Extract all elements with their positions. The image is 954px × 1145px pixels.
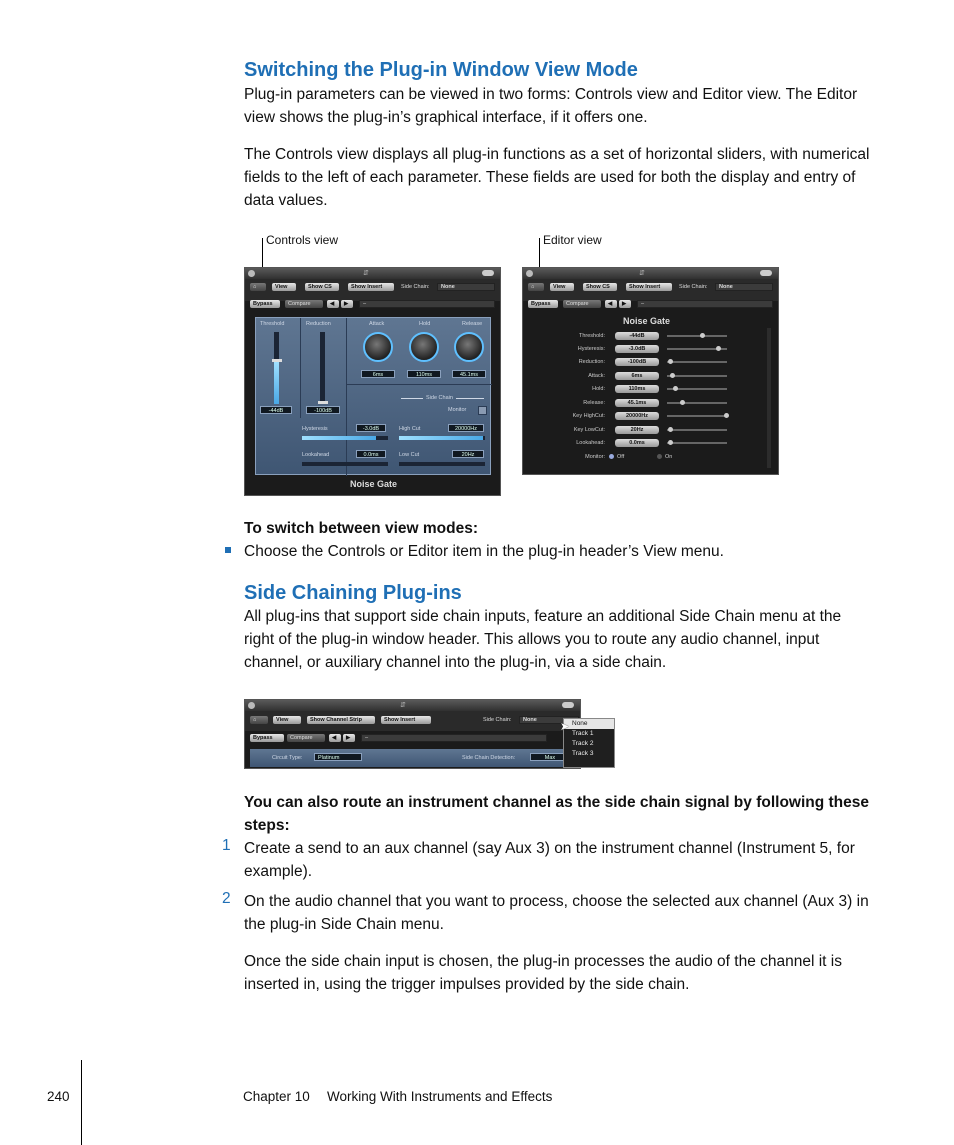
param-slider[interactable] (667, 361, 727, 363)
preset-select[interactable]: – (359, 300, 495, 308)
side-chain-detection-select[interactable]: Max (530, 753, 570, 761)
param-slider-handle[interactable] (668, 359, 673, 364)
param-slider-handle[interactable] (716, 346, 721, 351)
view-menu[interactable]: View (550, 283, 574, 291)
reduction-value[interactable]: -100dB (306, 406, 340, 414)
plugin-window-controls (522, 267, 779, 475)
chapter-title: Working With Instruments and Effects (327, 1089, 553, 1104)
next-preset-button[interactable]: ▶ (343, 734, 355, 742)
param-value-field[interactable]: 45.1ms (615, 399, 659, 407)
link-icon[interactable]: ⇵ (400, 702, 406, 709)
param-slider-handle[interactable] (673, 386, 678, 391)
param-value-field[interactable]: 20000Hz (615, 412, 659, 420)
callout-line-left (262, 238, 263, 270)
bullet-marker (225, 547, 231, 553)
side-chain-label: Side Chain: (483, 717, 512, 723)
low-cut-slider-track[interactable] (399, 462, 485, 466)
instructions-heading: To switch between view modes: (244, 520, 478, 537)
show-insert-menu[interactable]: Show Insert (381, 716, 431, 724)
hold-value[interactable]: 110ms (407, 370, 441, 378)
page-number: 240 (47, 1089, 70, 1104)
attack-value[interactable]: 6ms (361, 370, 395, 378)
title-bar (245, 268, 500, 279)
compare-button[interactable]: Compare (285, 300, 323, 308)
attack-label: Attack (369, 321, 385, 327)
menu-item-track-3[interactable]: Track 3 (572, 750, 594, 757)
link-button[interactable]: ⌂ (250, 283, 266, 291)
side-chain-label: Side Chain: (679, 284, 708, 290)
preset-bar (245, 297, 501, 311)
menu-item-track-2[interactable]: Track 2 (572, 740, 594, 747)
param-slider-handle[interactable] (670, 373, 675, 378)
param-slider-handle[interactable] (700, 333, 705, 338)
param-slider[interactable] (667, 415, 727, 417)
param-value-field[interactable]: -44dB (615, 332, 659, 340)
side-chain-section-label: Side Chain (426, 395, 453, 401)
param-label: Reduction: (578, 359, 605, 365)
step-text: On the audio channel that you want to process, choose the selected aux channel (Aux 3) in the plug-in Side Chain menu. (244, 893, 869, 933)
bypass-button[interactable]: Bypass (528, 300, 558, 308)
plugin-window-sidechain (244, 699, 581, 769)
threshold-fader-handle[interactable] (272, 359, 282, 362)
view-menu[interactable]: View (272, 283, 296, 291)
reduction-fader-track[interactable] (320, 332, 325, 404)
hold-knob[interactable] (409, 332, 439, 362)
monitor-label: Monitor (448, 407, 467, 413)
hysteresis-label: Hysteresis (302, 426, 328, 432)
param-slider[interactable] (667, 335, 727, 337)
chapter-number: Chapter 10 (243, 1089, 310, 1104)
callout-line-right (539, 238, 540, 270)
param-slider[interactable] (667, 429, 727, 431)
step-text: Create a send to an aux channel (say Aux 3) on the instrument channel (Instrument 5, for example). (244, 840, 855, 880)
scrollbar[interactable] (767, 328, 771, 468)
threshold-fader-fill (274, 362, 279, 404)
preset-select[interactable]: – (361, 734, 547, 742)
threshold-label: Threshold (260, 321, 285, 327)
lookahead-slider-track[interactable] (302, 462, 388, 466)
param-label: Attack: (588, 373, 605, 379)
link-button[interactable]: ⌂ (250, 716, 268, 724)
reduction-fader-handle[interactable] (318, 401, 328, 404)
bypass-button[interactable]: Bypass (250, 734, 284, 742)
next-preset-button[interactable]: ▶ (341, 300, 353, 308)
show-channel-strip-menu[interactable]: Show Channel Strip (307, 716, 375, 724)
preset-select[interactable]: – (637, 300, 773, 308)
param-slider[interactable] (667, 402, 727, 404)
param-slider-handle[interactable] (680, 400, 685, 405)
section-title-view-mode: Switching the Plug-in Window View Mode (244, 59, 638, 81)
param-slider-handle[interactable] (668, 440, 673, 445)
param-label: Lookahead: (576, 440, 605, 446)
release-label: Release (462, 321, 483, 327)
side-chain-rule-right (456, 398, 484, 399)
step-number: 1 (222, 837, 231, 854)
compare-button[interactable]: Compare (563, 300, 601, 308)
circuit-type-select[interactable]: Platinum (314, 753, 362, 761)
close-icon[interactable] (526, 270, 533, 277)
close-icon[interactable] (248, 702, 255, 709)
menu-item-track-1[interactable]: Track 1 (572, 730, 594, 737)
paragraph-view-forms: Plug-in parameters can be viewed in two forms: Controls view and Editor view. The Editor view shows the plug-in’s graphical interface, if it offers one. (244, 86, 858, 126)
attack-knob[interactable] (363, 332, 393, 362)
preset-bar (523, 297, 779, 311)
release-value[interactable]: 45.1ms (452, 370, 486, 378)
reduction-label: Reduction (306, 321, 331, 327)
param-value-field[interactable]: 0.0ms (615, 439, 659, 447)
noise-gate-panel (255, 317, 491, 475)
resize-toggle-icon[interactable] (562, 702, 574, 708)
bullet-text: Choose the Controls or Editor item in the plug-in header’s View menu. (244, 543, 724, 560)
closing-paragraph: Once the side chain input is chosen, the plug-in processes the audio of the channel it is inserted in, using the trigger impulses provided by the side chain. (244, 953, 842, 993)
compressor-panel (250, 749, 575, 767)
paragraph-side-chaining: All plug-ins that support side chain inputs, feature an additional Side Chain menu at the right of the plug-in window header. This allows you to route any audio channel, input channel, or auxiliary channel into the plug-in, via a side chain. (244, 608, 842, 671)
param-label: Hold: (592, 386, 605, 392)
high-cut-value[interactable]: 20000Hz (448, 424, 484, 432)
callout-controls-view: Controls view (266, 233, 339, 247)
compare-button[interactable]: Compare (287, 734, 325, 742)
plugin-name: Noise Gate (623, 316, 671, 326)
link-button[interactable]: ⌂ (528, 283, 544, 291)
view-menu[interactable]: View (273, 716, 301, 724)
bypass-button[interactable]: Bypass (250, 300, 280, 308)
side-chain-select[interactable]: None (437, 283, 495, 291)
hysteresis-slider-fill (302, 436, 376, 440)
section-title-side-chaining: Side Chaining Plug-ins (244, 582, 462, 604)
param-slider[interactable] (667, 375, 727, 377)
param-slider[interactable] (667, 442, 727, 444)
monitor-on-radio[interactable] (657, 454, 662, 459)
side-chain-select[interactable]: None (715, 283, 773, 291)
close-icon[interactable] (248, 270, 255, 277)
prev-preset-button[interactable]: ◀ (605, 300, 617, 308)
param-label: Release: (583, 400, 605, 406)
param-slider-handle[interactable] (724, 413, 729, 418)
column-divider (300, 318, 301, 418)
show-insert-menu[interactable]: Show Insert (348, 283, 394, 291)
circuit-type-label: Circuit Type: (272, 755, 303, 761)
steps-heading: You can also route an instrument channel as the side chain signal by following these steps: (244, 794, 870, 834)
plugin-window-editor (244, 267, 501, 496)
param-value-field[interactable]: -3.0dB (615, 345, 659, 353)
link-icon[interactable]: ⇵ (639, 270, 645, 277)
title-bar (523, 268, 778, 279)
param-value-field[interactable]: 20Hz (615, 426, 659, 434)
side-chain-detection-label: Side Chain Detection: (462, 755, 516, 761)
show-cs-menu[interactable]: Show CS (305, 283, 339, 291)
prev-preset-button[interactable]: ◀ (327, 300, 339, 308)
low-cut-label: Low Cut (399, 452, 420, 458)
resize-toggle-icon[interactable] (760, 270, 772, 276)
lookahead-label: Lookahead (302, 452, 330, 458)
preset-bar (245, 731, 581, 745)
mouse-pointer-icon: ➤ (560, 721, 570, 733)
param-label: Key LowCut: (573, 427, 605, 433)
prev-preset-button[interactable]: ◀ (329, 734, 341, 742)
release-knob[interactable] (454, 332, 484, 362)
plugin-header (245, 711, 581, 731)
paragraph-controls-view: The Controls view displays all plug-in functions as a set of horizontal sliders, with numerical fields to the left of each parameter. These fields are used for both the display and entry of data values. (244, 146, 870, 209)
monitor-label: Monitor: (585, 454, 605, 460)
param-label: Hysteresis: (577, 346, 605, 352)
callout-editor-view: Editor view (543, 233, 602, 247)
show-cs-menu[interactable]: Show CS (583, 283, 617, 291)
step-number: 2 (222, 890, 231, 907)
hysteresis-value[interactable]: -3.0dB (356, 424, 386, 432)
side-chain-label: Side Chain: (401, 284, 430, 290)
hold-label: Hold (419, 321, 431, 327)
high-cut-slider-fill (399, 436, 483, 440)
plugin-name: Noise Gate (349, 479, 398, 489)
param-slider-handle[interactable] (668, 427, 673, 432)
low-cut-value[interactable]: 20Hz (452, 450, 484, 458)
high-cut-label: High Cut (399, 426, 421, 432)
footer-rule (81, 1060, 82, 1145)
link-icon[interactable]: ⇵ (363, 270, 369, 277)
menu-item-none[interactable]: None (564, 719, 614, 729)
threshold-value[interactable]: -44dB (260, 406, 292, 414)
param-label: Key HighCut: (572, 413, 605, 419)
monitor-checkbox[interactable] (478, 406, 487, 415)
param-value-field[interactable]: 110ms (615, 385, 659, 393)
title-bar (245, 700, 580, 711)
lookahead-value[interactable]: 0.0ms (356, 450, 386, 458)
column-divider (346, 318, 347, 476)
resize-toggle-icon[interactable] (482, 270, 494, 276)
next-preset-button[interactable]: ▶ (619, 300, 631, 308)
side-chain-rule-left (401, 398, 423, 399)
side-chain-dropdown-menu (563, 718, 615, 768)
show-insert-menu[interactable]: Show Insert (626, 283, 672, 291)
param-label: Threshold: (579, 333, 605, 339)
monitor-off-label: Off (617, 454, 625, 460)
side-chain-select[interactable]: None (519, 716, 579, 724)
monitor-on-label: On (665, 454, 673, 460)
param-value-field[interactable]: -100dB (615, 358, 659, 366)
monitor-off-radio[interactable] (609, 454, 614, 459)
param-value-field[interactable]: 6ms (615, 372, 659, 380)
row-divider (346, 384, 492, 385)
